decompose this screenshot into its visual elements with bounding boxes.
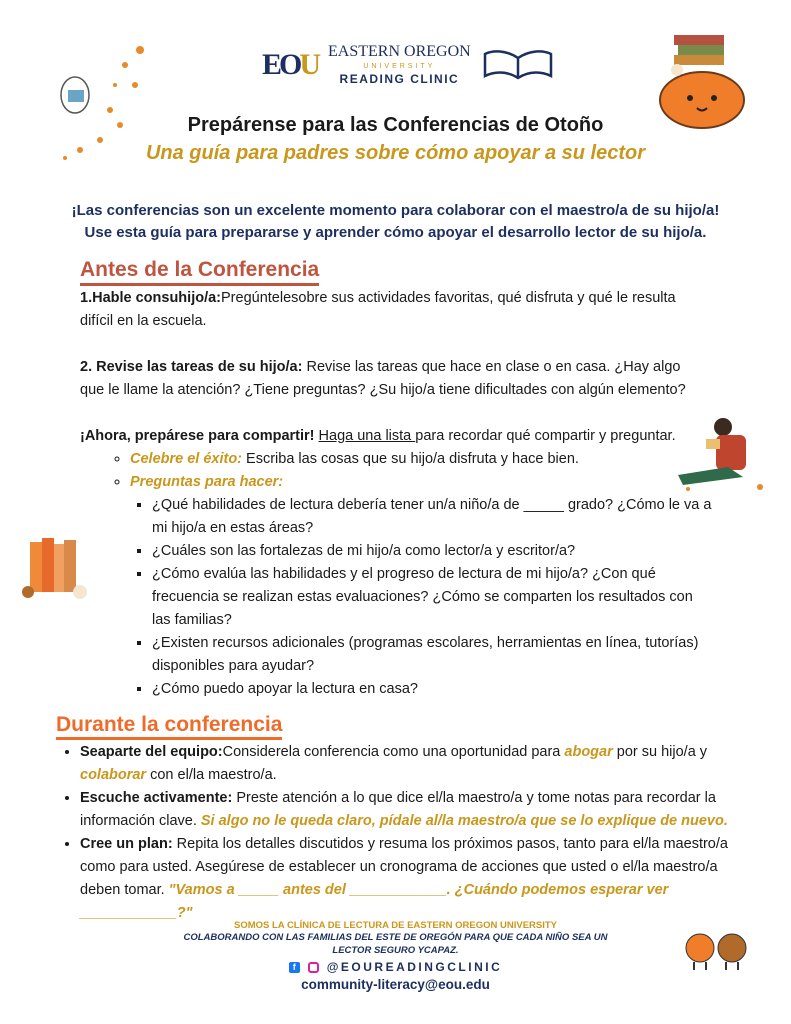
tip-text: Considerela conferencia como una oportunidad para <box>222 744 565 760</box>
social-handle[interactable]: @EOUREADINGCLINIC <box>326 960 503 974</box>
tip-text: con el/la maestro/a. <box>146 767 277 783</box>
tip-highlight: Si algo no le queda claro, pídale al/la maestro/a que se lo explique de nuevo. <box>200 813 728 829</box>
antes-p2 <box>80 356 700 402</box>
tip-text: Preste atención a lo que dice el/la maestro/a y tome notas para recordar la información clave. <box>80 790 716 829</box>
footer-line-3: LECTOR SEGURO YCAPAZ. <box>332 945 459 956</box>
durante-heading: Durante la conferencia <box>56 713 282 740</box>
tip-label: Escuche activamente: <box>80 790 233 806</box>
question-item: ▪ ¿Cómo puedo apoyar la lectura en casa? <box>152 678 712 701</box>
tip-equipo <box>80 741 758 787</box>
antes-p1 <box>80 287 700 333</box>
eou-mark: EOU <box>262 47 319 81</box>
intro-line-1: ¡Las conferencias son un excelente momento para colaborar con el maestro/a de su hijo/a! <box>71 202 720 219</box>
intro-line-2: Use esta guía para prepararse y aprender cómo apoyar el desarrollo lector de su hijo/a. <box>84 224 707 241</box>
exito-label: Celebre el éxito: <box>130 451 243 467</box>
tip-highlight: abogar <box>564 744 613 760</box>
preguntas-item <box>130 471 712 701</box>
logo-university: UNIVERSITY <box>363 63 436 70</box>
p1-text: Pregúntelesobre sus actividades favoritas, qué disfruta y qué le resulta difícil en la escuela. <box>80 290 676 329</box>
tip-text: por su hijo/a y <box>612 744 708 760</box>
footer-line-2: COLABORANDO CON LAS FAMILIAS DEL ESTE DE OREGÓN PARA QUE CADA NIÑO SEA UN <box>183 932 608 943</box>
tip-escuche <box>80 787 758 833</box>
tip-label: Seaparte del equipo: <box>80 744 223 760</box>
question-item: ▪ ¿Existen recursos adicionales (programas escolares, herramientas en línea, tutorías) disponibles para ayudar? <box>152 632 712 678</box>
preguntas-label: Preguntas para hacer: <box>130 474 284 490</box>
p3-underlined: Haga una lista <box>318 428 416 444</box>
tip-text: Repita los detalles discutidos y resuma los próximos pasos, tanto para el/la maestro/a como para usted. Asegúrese de establecer un cronograma de acciones que usted o el/la maestro/a deben tomar. <box>80 836 728 898</box>
durante-section <box>58 741 758 925</box>
page-title: Prepárense para las Conferencias de Otoño <box>187 114 604 136</box>
share-list <box>130 448 712 701</box>
p2-text: Revise las tareas que hace en clase o en casa. ¿Hay algo que le llame la atención? ¿Tiene preguntas? ¿Su hijo/a tiene dificultades con algún elemento? <box>80 359 686 398</box>
open-book-icon <box>481 48 555 82</box>
social-row <box>0 960 791 974</box>
instagram-icon[interactable] <box>308 962 319 973</box>
contact-email[interactable]: community-literacy@eou.edu <box>301 977 490 992</box>
exito-item <box>130 448 700 471</box>
facebook-icon[interactable]: f <box>289 962 300 973</box>
p3-text: para recordar qué compartir y preguntar. <box>415 428 676 444</box>
page-subtitle: Una guía para padres sobre cómo apoyar a su lector <box>145 142 646 164</box>
footer <box>0 920 791 992</box>
question-item: ▪ ¿Cómo evalúa las habilidades y el progreso de lectura de mi hijo/a? ¿Con qué frecuencia se realizan estas evaluaciones? ¿Cómo se comparten los resultados con las familias? <box>152 563 712 632</box>
intro-text <box>0 200 791 244</box>
tip-highlight: "Vamos a _____ antes del ____________. ¿Cuándo podemos esperar ver ____________?" <box>80 882 669 921</box>
exito-text: Escriba las cosas que su hijo/a disfruta y hace bien. <box>242 451 579 467</box>
footer-line-1: SOMOS LA CLÍNICA DE LECTURA DE EASTERN OREGON UNIVERSITY <box>233 920 558 931</box>
tip-label: Cree un plan: <box>80 836 173 852</box>
logo-clinic: READING CLINIC <box>339 72 460 86</box>
preguntas-list <box>152 494 712 701</box>
eou-reading-clinic-logo <box>262 44 555 85</box>
question-item: ▪ ¿Qué habilidades de lectura debería tener un/a niño/a de _____ grado? ¿Cómo le va a mi hijo/a en estas áreas? <box>152 494 712 540</box>
antes-heading: Antes de la Conferencia <box>80 258 319 286</box>
antes-section <box>80 287 712 701</box>
tip-plan <box>80 833 758 925</box>
p1-label: 1.Hable consuhijo/a: <box>80 290 221 306</box>
p2-label: 2. Revise las tareas de su hijo/a: <box>80 359 303 375</box>
logo-name: EASTERN OREGON <box>328 43 471 60</box>
antes-p3 <box>80 425 700 448</box>
tip-highlight: colaborar <box>80 767 147 783</box>
p3-label: ¡Ahora, prepárese para compartir! <box>80 428 315 444</box>
question-item: ▪ ¿Cuáles son las fortalezas de mi hijo/a como lector/a y escritor/a? <box>152 540 712 563</box>
